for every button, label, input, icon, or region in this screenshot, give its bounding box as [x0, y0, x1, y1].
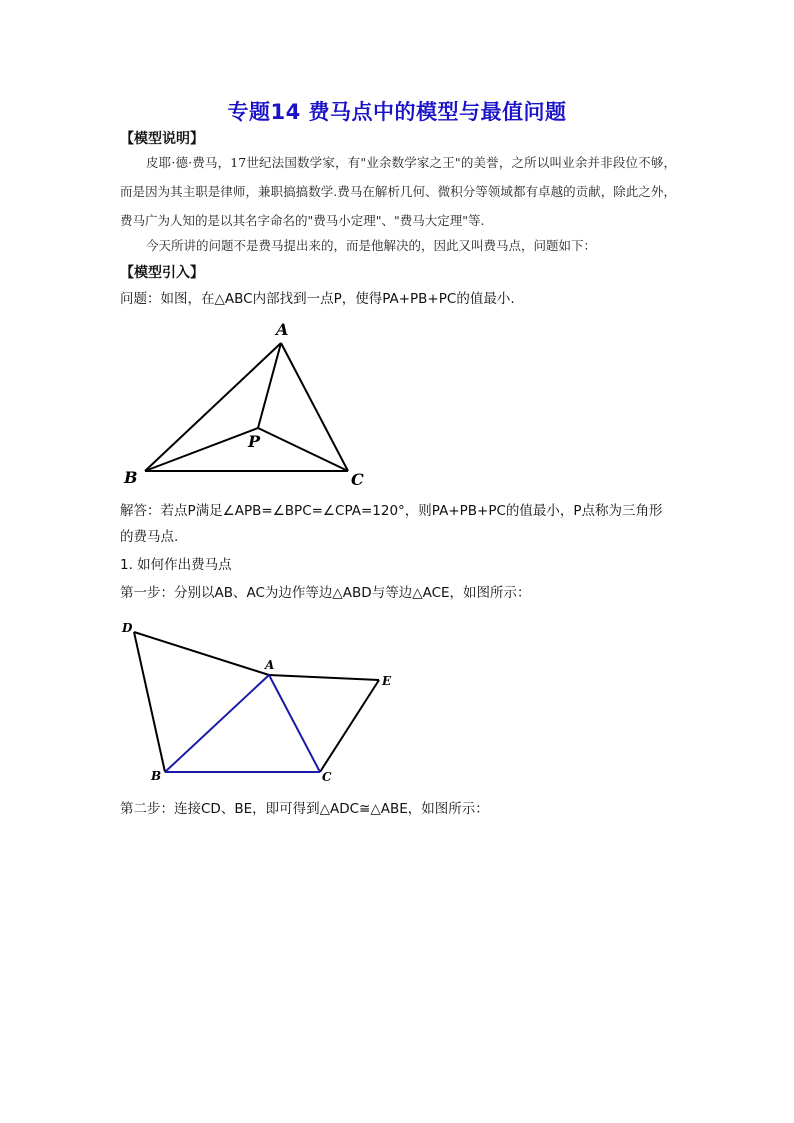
list-item-1: 1. 如何作出费马点 — [120, 557, 232, 573]
label-p: P — [248, 432, 261, 451]
label-a: A — [276, 320, 289, 339]
segment-pc — [258, 428, 348, 471]
edge-ab-blue — [165, 675, 269, 772]
label-e: E — [382, 674, 392, 688]
edge-ae — [269, 675, 379, 680]
edge-ab — [145, 343, 281, 471]
edge-ac-blue — [269, 675, 320, 772]
label-c-fig2: C — [322, 770, 332, 784]
label-b-fig2: B — [151, 769, 162, 783]
section-heading-model-introduction: 【模型引入】 — [120, 265, 204, 281]
segment-pb — [145, 428, 258, 471]
figure-equilateral-triangles — [110, 615, 410, 790]
segment-pa — [258, 343, 281, 428]
edge-da — [134, 632, 269, 675]
figure-triangle-fermat-point — [110, 315, 380, 495]
edge-db — [134, 632, 165, 772]
answer-paragraph: 解答：若点P满足∠APB=∠BPC=∠CPA=120°，则PA+PB+PC的值最小，P点称为三角形的费马点. — [120, 503, 663, 545]
edge-ac — [281, 343, 348, 471]
intro-paragraph-2: 今天所讲的问题不是费马提出来的，而是他解决的，因此又叫费马点，问题如下： — [146, 238, 597, 253]
edge-ec — [320, 680, 379, 772]
label-b: B — [124, 468, 138, 487]
step-2-text: 第二步：连接CD、BE，即可得到△ADC≅△ABE，如图所示： — [120, 801, 489, 817]
problem-statement: 问题：如图，在△ABC内部找到一点P，使得PA+PB+PC的值最小. — [120, 291, 515, 307]
section-heading-model-description: 【模型说明】 — [120, 131, 204, 147]
step-1-text: 第一步：分别以AB、AC为边作等边△ABD与等边△ACE，如图所示： — [120, 585, 531, 601]
label-c: C — [351, 470, 364, 489]
label-d: D — [122, 621, 133, 635]
page-title: 专题14 费马点中的模型与最值问题 — [227, 100, 567, 124]
label-a-fig2: A — [265, 658, 275, 672]
intro-paragraph: 皮耶·德·费马，17世纪法国数学家，有"业余数学家之王"的美誉，之所以叫业余并非段位不够，而是因为其主职是律师，兼职搞搞数学.费马在解析几何、微积分等领域都有卓越的贡献，除此之外，费马广为人知的是以其名字命名的"费马小定理"、"费马大定理"等. — [120, 155, 676, 228]
